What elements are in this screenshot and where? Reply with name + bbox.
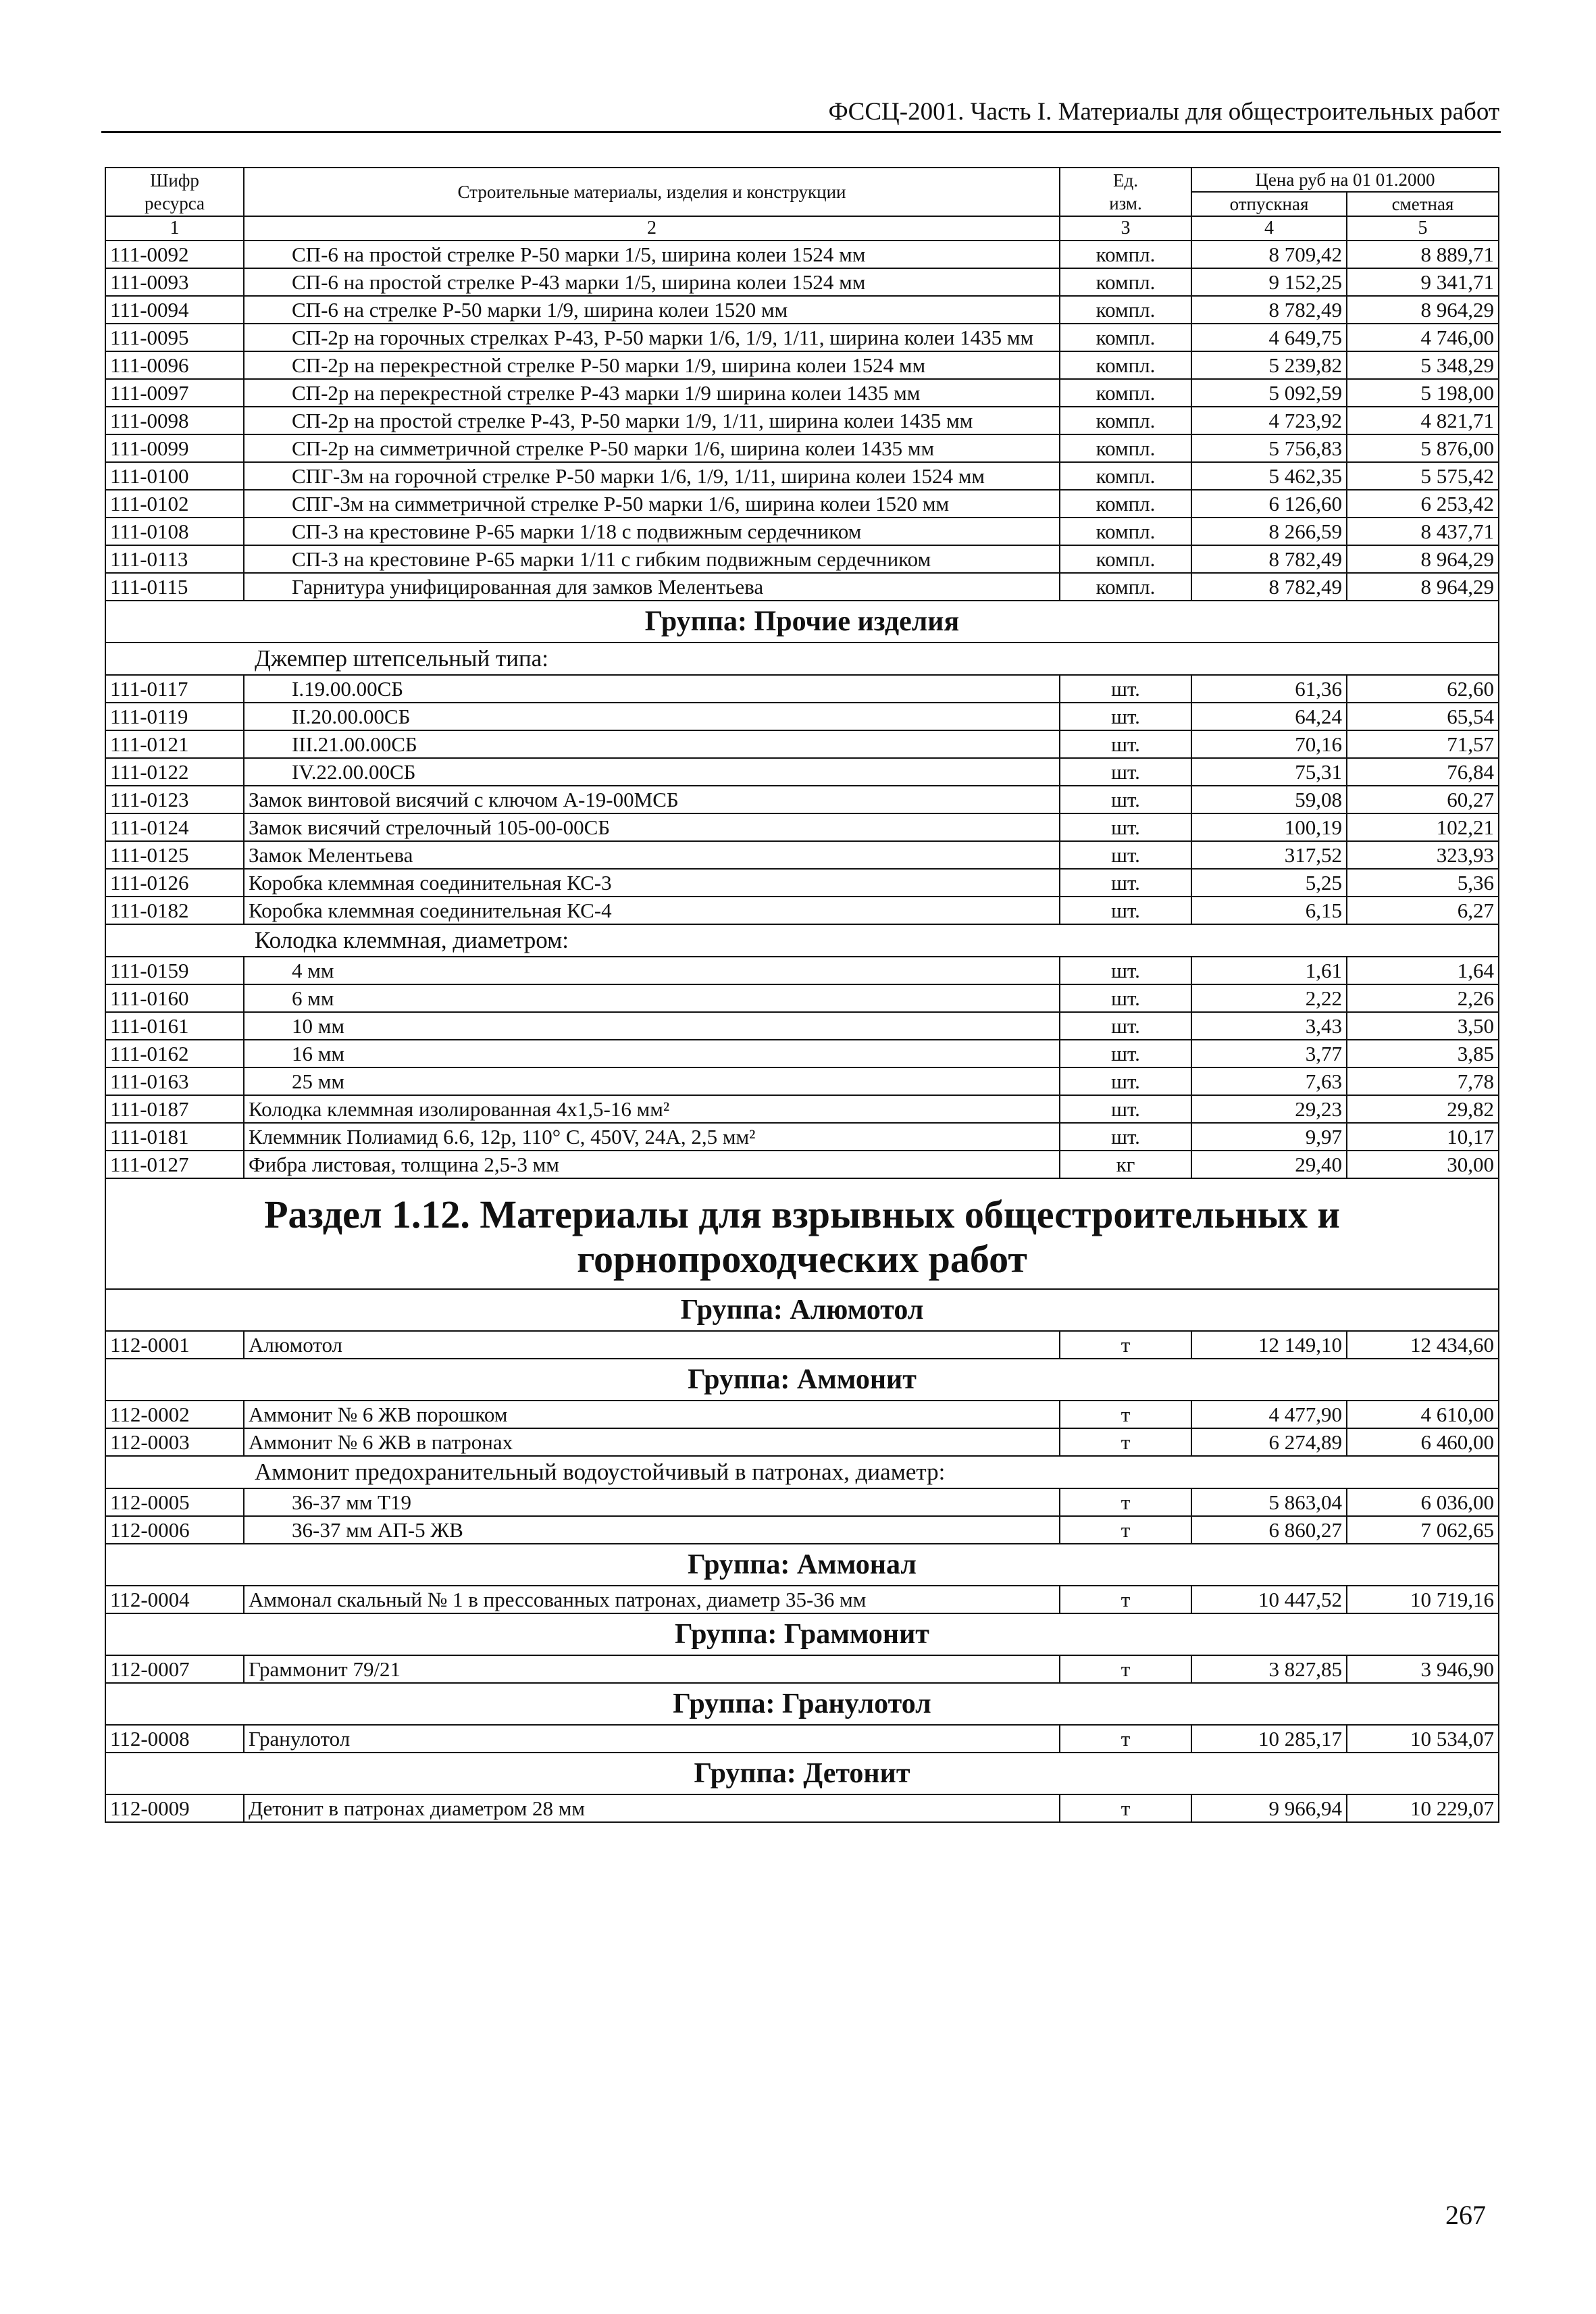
estimate-price: 5 348,29 bbox=[1347, 351, 1499, 379]
material-name: 25 мм bbox=[244, 1067, 1060, 1095]
resource-code: 111-0092 bbox=[105, 241, 244, 268]
estimate-price: 29,82 bbox=[1347, 1095, 1499, 1123]
release-price: 4 723,92 bbox=[1191, 407, 1347, 434]
material-name: Коробка клеммная соединительная КС-4 bbox=[244, 897, 1060, 924]
unit: шт. bbox=[1060, 730, 1191, 758]
group-title: Группа: Аммонит bbox=[105, 1359, 1499, 1401]
release-price: 8 782,49 bbox=[1191, 296, 1347, 324]
release-price: 75,31 bbox=[1191, 758, 1347, 786]
release-price: 59,08 bbox=[1191, 786, 1347, 813]
resource-code: 112-0004 bbox=[105, 1586, 244, 1613]
estimate-price: 5 198,00 bbox=[1347, 379, 1499, 407]
resource-code: 112-0001 bbox=[105, 1331, 244, 1359]
release-price: 5 092,59 bbox=[1191, 379, 1347, 407]
material-name: Коробка клеммная соединительная КС-3 bbox=[244, 869, 1060, 897]
table-row bbox=[105, 1012, 1499, 1040]
resource-code: 111-0097 bbox=[105, 379, 244, 407]
material-name: III.21.00.00СБ bbox=[244, 730, 1060, 758]
group-title-row bbox=[105, 1544, 1499, 1586]
material-name: Аммонит № 6 ЖВ порошком bbox=[244, 1401, 1060, 1428]
table-row bbox=[105, 1331, 1499, 1359]
material-name: СП-3 на крестовине Р-65 марки 1/18 с подвижным сердечником bbox=[244, 518, 1060, 545]
unit: шт. bbox=[1060, 675, 1191, 703]
material-name: II.20.00.00СБ bbox=[244, 703, 1060, 730]
unit: шт. bbox=[1060, 957, 1191, 984]
estimate-price: 62,60 bbox=[1347, 675, 1499, 703]
release-price: 3,77 bbox=[1191, 1040, 1347, 1067]
material-name: Гарнитура унифицированная для замков Мелентьева bbox=[244, 573, 1060, 601]
group-title-row bbox=[105, 601, 1499, 643]
material-name: СП-2р на перекрестной стрелке Р-43 марки 1/9 ширина колеи 1435 мм bbox=[244, 379, 1060, 407]
column-number: 1 bbox=[105, 216, 244, 241]
release-price: 12 149,10 bbox=[1191, 1331, 1347, 1359]
resource-code: 111-0108 bbox=[105, 518, 244, 545]
resource-code: 111-0163 bbox=[105, 1067, 244, 1095]
material-name: Фибра листовая, толщина 2,5-3 мм bbox=[244, 1151, 1060, 1178]
unit: т bbox=[1060, 1331, 1191, 1359]
unit: шт. bbox=[1060, 758, 1191, 786]
group-title-row bbox=[105, 1683, 1499, 1725]
subgroup-title: Колодка клеммная, диаметром: bbox=[105, 924, 1499, 957]
column-number: 4 bbox=[1191, 216, 1347, 241]
resource-code: 111-0121 bbox=[105, 730, 244, 758]
running-header: ФССЦ-2001. Часть I. Материалы для общестроительных работ bbox=[828, 98, 1499, 126]
table-row bbox=[105, 1067, 1499, 1095]
resource-code: 111-0161 bbox=[105, 1012, 244, 1040]
material-name: СП-2р на перекрестной стрелке Р-50 марки 1/9, ширина колеи 1524 мм bbox=[244, 351, 1060, 379]
table-row bbox=[105, 518, 1499, 545]
table-row bbox=[105, 351, 1499, 379]
resource-code: 111-0094 bbox=[105, 296, 244, 324]
material-name: I.19.00.00СБ bbox=[244, 675, 1060, 703]
release-price: 4 649,75 bbox=[1191, 324, 1347, 351]
unit: компл. bbox=[1060, 296, 1191, 324]
table-row bbox=[105, 462, 1499, 490]
table-row bbox=[105, 407, 1499, 434]
group-title: Группа: Граммонит bbox=[105, 1613, 1499, 1655]
table-row bbox=[105, 296, 1499, 324]
table-row bbox=[105, 730, 1499, 758]
material-name: IV.22.00.00СБ bbox=[244, 758, 1060, 786]
release-price: 29,40 bbox=[1191, 1151, 1347, 1178]
estimate-price: 5 575,42 bbox=[1347, 462, 1499, 490]
unit: компл. bbox=[1060, 379, 1191, 407]
release-price: 100,19 bbox=[1191, 813, 1347, 841]
unit: т bbox=[1060, 1794, 1191, 1822]
resource-code: 112-0009 bbox=[105, 1794, 244, 1822]
release-price: 6 860,27 bbox=[1191, 1516, 1347, 1544]
unit: компл. bbox=[1060, 518, 1191, 545]
header-rule bbox=[101, 131, 1501, 133]
unit: компл. bbox=[1060, 241, 1191, 268]
estimate-price: 12 434,60 bbox=[1347, 1331, 1499, 1359]
estimate-price: 8 889,71 bbox=[1347, 241, 1499, 268]
group-title-row bbox=[105, 1289, 1499, 1331]
table-row bbox=[105, 1586, 1499, 1613]
unit: компл. bbox=[1060, 545, 1191, 573]
unit: шт. bbox=[1060, 1123, 1191, 1151]
release-price: 3 827,85 bbox=[1191, 1655, 1347, 1683]
column-number: 3 bbox=[1060, 216, 1191, 241]
material-name: 6 мм bbox=[244, 984, 1060, 1012]
group-title-row bbox=[105, 1359, 1499, 1401]
subgroup-title-row bbox=[105, 643, 1499, 675]
estimate-price: 10 229,07 bbox=[1347, 1794, 1499, 1822]
resource-code: 111-0099 bbox=[105, 434, 244, 462]
estimate-price: 10 534,07 bbox=[1347, 1725, 1499, 1753]
resource-code: 112-0006 bbox=[105, 1516, 244, 1544]
release-price: 7,63 bbox=[1191, 1067, 1347, 1095]
release-price: 317,52 bbox=[1191, 841, 1347, 869]
resource-code: 112-0008 bbox=[105, 1725, 244, 1753]
table-row bbox=[105, 573, 1499, 601]
price-table bbox=[105, 167, 1499, 1823]
table-row bbox=[105, 1794, 1499, 1822]
estimate-price: 3,50 bbox=[1347, 1012, 1499, 1040]
unit: компл. bbox=[1060, 351, 1191, 379]
table-row bbox=[105, 1095, 1499, 1123]
subgroup-title: Аммонит предохранительный водоустойчивый в патронах, диаметр: bbox=[105, 1456, 1499, 1488]
estimate-price: 5 876,00 bbox=[1347, 434, 1499, 462]
unit: шт. bbox=[1060, 1067, 1191, 1095]
release-price: 5 756,83 bbox=[1191, 434, 1347, 462]
estimate-price: 3 946,90 bbox=[1347, 1655, 1499, 1683]
resource-code: 111-0182 bbox=[105, 897, 244, 924]
table-row bbox=[105, 813, 1499, 841]
estimate-price: 76,84 bbox=[1347, 758, 1499, 786]
unit: компл. bbox=[1060, 407, 1191, 434]
unit: шт. bbox=[1060, 786, 1191, 813]
section-title: Раздел 1.12. Материалы для взрывных общестроительных и горнопроходческих работ bbox=[105, 1178, 1499, 1289]
table-row bbox=[105, 1725, 1499, 1753]
column-number-row bbox=[105, 216, 1499, 241]
unit: компл. bbox=[1060, 490, 1191, 518]
column-number: 2 bbox=[244, 216, 1060, 241]
estimate-price: 4 746,00 bbox=[1347, 324, 1499, 351]
material-name: СП-3 на крестовине Р-65 марки 1/11 с гибким подвижным сердечником bbox=[244, 545, 1060, 573]
material-name: СП-6 на простой стрелке Р-50 марки 1/5, ширина колеи 1524 мм bbox=[244, 241, 1060, 268]
release-price: 8 709,42 bbox=[1191, 241, 1347, 268]
resource-code: 111-0119 bbox=[105, 703, 244, 730]
estimate-price: 8 964,29 bbox=[1347, 573, 1499, 601]
release-price: 5 462,35 bbox=[1191, 462, 1347, 490]
estimate-price: 6 460,00 bbox=[1347, 1428, 1499, 1456]
unit: компл. bbox=[1060, 268, 1191, 296]
estimate-price: 10,17 bbox=[1347, 1123, 1499, 1151]
release-price: 10 285,17 bbox=[1191, 1725, 1347, 1753]
material-name: 36-37 мм Т19 bbox=[244, 1488, 1060, 1516]
material-name: СП-2р на симметричной стрелке Р-50 марки 1/6, ширина колеи 1435 мм bbox=[244, 434, 1060, 462]
release-price: 61,36 bbox=[1191, 675, 1347, 703]
group-title-row bbox=[105, 1753, 1499, 1794]
header-code: Шифр ресурса bbox=[105, 168, 244, 216]
release-price: 29,23 bbox=[1191, 1095, 1347, 1123]
estimate-price: 6 036,00 bbox=[1347, 1488, 1499, 1516]
resource-code: 111-0113 bbox=[105, 545, 244, 573]
resource-code: 111-0127 bbox=[105, 1151, 244, 1178]
header-unit: Ед. изм. bbox=[1060, 168, 1191, 216]
estimate-price: 60,27 bbox=[1347, 786, 1499, 813]
table-row bbox=[105, 1488, 1499, 1516]
header-estimate: сметная bbox=[1347, 192, 1499, 216]
material-name: СПГ-3м на горочной стрелке Р-50 марки 1/6, 1/9, 1/11, ширина колеи 1524 мм bbox=[244, 462, 1060, 490]
estimate-price: 71,57 bbox=[1347, 730, 1499, 758]
table-row bbox=[105, 1516, 1499, 1544]
table-row bbox=[105, 241, 1499, 268]
material-name: Аммонит № 6 ЖВ в патронах bbox=[244, 1428, 1060, 1456]
material-name: СП-2р на простой стрелке Р-43, Р-50 марки 1/9, 1/11, ширина колеи 1435 мм bbox=[244, 407, 1060, 434]
estimate-price: 1,64 bbox=[1347, 957, 1499, 984]
estimate-price: 323,93 bbox=[1347, 841, 1499, 869]
release-price: 8 782,49 bbox=[1191, 545, 1347, 573]
unit: компл. bbox=[1060, 324, 1191, 351]
table-row bbox=[105, 1040, 1499, 1067]
release-price: 9,97 bbox=[1191, 1123, 1347, 1151]
group-title: Группа: Прочие изделия bbox=[105, 601, 1499, 643]
estimate-price: 65,54 bbox=[1347, 703, 1499, 730]
release-price: 1,61 bbox=[1191, 957, 1347, 984]
estimate-price: 7 062,65 bbox=[1347, 1516, 1499, 1544]
unit: шт. bbox=[1060, 897, 1191, 924]
release-price: 6 126,60 bbox=[1191, 490, 1347, 518]
resource-code: 111-0123 bbox=[105, 786, 244, 813]
material-name: 16 мм bbox=[244, 1040, 1060, 1067]
resource-code: 111-0115 bbox=[105, 573, 244, 601]
estimate-price: 7,78 bbox=[1347, 1067, 1499, 1095]
estimate-price: 3,85 bbox=[1347, 1040, 1499, 1067]
table-row bbox=[105, 490, 1499, 518]
table-row bbox=[105, 324, 1499, 351]
release-price: 9 966,94 bbox=[1191, 1794, 1347, 1822]
material-name: 10 мм bbox=[244, 1012, 1060, 1040]
column-number: 5 bbox=[1347, 216, 1499, 241]
header-price: Цена руб на 01 01.2000 bbox=[1191, 168, 1499, 192]
release-price: 10 447,52 bbox=[1191, 1586, 1347, 1613]
release-price: 8 782,49 bbox=[1191, 573, 1347, 601]
release-price: 6,15 bbox=[1191, 897, 1347, 924]
estimate-price: 8 964,29 bbox=[1347, 296, 1499, 324]
resource-code: 111-0181 bbox=[105, 1123, 244, 1151]
table-row bbox=[105, 545, 1499, 573]
resource-code: 112-0007 bbox=[105, 1655, 244, 1683]
unit: шт. bbox=[1060, 703, 1191, 730]
estimate-price: 8 437,71 bbox=[1347, 518, 1499, 545]
material-name: Замок Мелентьева bbox=[244, 841, 1060, 869]
material-name: Граммонит 79/21 bbox=[244, 1655, 1060, 1683]
table-row bbox=[105, 703, 1499, 730]
material-name: Детонит в патронах диаметром 28 мм bbox=[244, 1794, 1060, 1822]
table-row bbox=[105, 675, 1499, 703]
release-price: 5 863,04 bbox=[1191, 1488, 1347, 1516]
material-name: Замок винтовой висячий с ключом А-19-00МСБ bbox=[244, 786, 1060, 813]
material-name: Замок висячий стрелочный 105-00-00СБ bbox=[244, 813, 1060, 841]
resource-code: 111-0095 bbox=[105, 324, 244, 351]
group-title: Группа: Аммонал bbox=[105, 1544, 1499, 1586]
material-name: СП-6 на простой стрелке Р-43 марки 1/5, ширина колеи 1524 мм bbox=[244, 268, 1060, 296]
material-name: 4 мм bbox=[244, 957, 1060, 984]
table-row bbox=[105, 1151, 1499, 1178]
resource-code: 111-0096 bbox=[105, 351, 244, 379]
resource-code: 111-0098 bbox=[105, 407, 244, 434]
table-row bbox=[105, 379, 1499, 407]
table-row bbox=[105, 869, 1499, 897]
unit: шт. bbox=[1060, 1095, 1191, 1123]
unit: шт. bbox=[1060, 1040, 1191, 1067]
unit: компл. bbox=[1060, 573, 1191, 601]
table-row bbox=[105, 1655, 1499, 1683]
unit: т bbox=[1060, 1401, 1191, 1428]
material-name: СП-6 на стрелке Р-50 марки 1/9, ширина колеи 1520 мм bbox=[244, 296, 1060, 324]
table-row bbox=[105, 984, 1499, 1012]
unit: компл. bbox=[1060, 462, 1191, 490]
group-title: Группа: Алюмотол bbox=[105, 1289, 1499, 1331]
release-price: 5,25 bbox=[1191, 869, 1347, 897]
table-row bbox=[105, 786, 1499, 813]
resource-code: 111-0162 bbox=[105, 1040, 244, 1067]
resource-code: 111-0160 bbox=[105, 984, 244, 1012]
resource-code: 111-0102 bbox=[105, 490, 244, 518]
subgroup-title-row bbox=[105, 924, 1499, 957]
unit: т bbox=[1060, 1428, 1191, 1456]
estimate-price: 10 719,16 bbox=[1347, 1586, 1499, 1613]
subgroup-title: Джемпер штепсельный типа: bbox=[105, 643, 1499, 675]
estimate-price: 6 253,42 bbox=[1347, 490, 1499, 518]
page-number: 267 bbox=[1445, 2200, 1486, 2230]
unit: т bbox=[1060, 1516, 1191, 1544]
material-name: Аммонал скальный № 1 в прессованных патронах, диаметр 35-36 мм bbox=[244, 1586, 1060, 1613]
release-price: 5 239,82 bbox=[1191, 351, 1347, 379]
resource-code: 112-0002 bbox=[105, 1401, 244, 1428]
unit: шт. bbox=[1060, 1012, 1191, 1040]
table-row bbox=[105, 1123, 1499, 1151]
group-title: Группа: Гранулотол bbox=[105, 1683, 1499, 1725]
unit: шт. bbox=[1060, 984, 1191, 1012]
release-price: 9 152,25 bbox=[1191, 268, 1347, 296]
material-name: Клеммник Полиамид 6.6, 12р, 110° С, 450V, 24А, 2,5 мм² bbox=[244, 1123, 1060, 1151]
unit: т bbox=[1060, 1655, 1191, 1683]
estimate-price: 9 341,71 bbox=[1347, 268, 1499, 296]
table-row bbox=[105, 897, 1499, 924]
header-release: отпускная bbox=[1191, 192, 1347, 216]
release-price: 2,22 bbox=[1191, 984, 1347, 1012]
release-price: 8 266,59 bbox=[1191, 518, 1347, 545]
release-price: 64,24 bbox=[1191, 703, 1347, 730]
material-name: 36-37 мм АП-5 ЖВ bbox=[244, 1516, 1060, 1544]
material-name: Алюмотол bbox=[244, 1331, 1060, 1359]
resource-code: 112-0005 bbox=[105, 1488, 244, 1516]
unit: шт. bbox=[1060, 869, 1191, 897]
section-title-row bbox=[105, 1178, 1499, 1289]
table-row bbox=[105, 957, 1499, 984]
estimate-price: 30,00 bbox=[1347, 1151, 1499, 1178]
table-row bbox=[105, 841, 1499, 869]
resource-code: 111-0093 bbox=[105, 268, 244, 296]
resource-code: 111-0159 bbox=[105, 957, 244, 984]
estimate-price: 6,27 bbox=[1347, 897, 1499, 924]
resource-code: 111-0187 bbox=[105, 1095, 244, 1123]
unit: т bbox=[1060, 1488, 1191, 1516]
subgroup-title-row bbox=[105, 1456, 1499, 1488]
estimate-price: 4 821,71 bbox=[1347, 407, 1499, 434]
material-name: СП-2р на горочных стрелках Р-43, Р-50 марки 1/6, 1/9, 1/11, ширина колеи 1435 мм bbox=[244, 324, 1060, 351]
resource-code: 111-0124 bbox=[105, 813, 244, 841]
resource-code: 111-0117 bbox=[105, 675, 244, 703]
table-row bbox=[105, 1428, 1499, 1456]
table-row bbox=[105, 268, 1499, 296]
estimate-price: 8 964,29 bbox=[1347, 545, 1499, 573]
release-price: 6 274,89 bbox=[1191, 1428, 1347, 1456]
table-row bbox=[105, 434, 1499, 462]
header-name: Строительные материалы, изделия и конструкции bbox=[244, 168, 1060, 216]
material-name: Гранулотол bbox=[244, 1725, 1060, 1753]
unit: шт. bbox=[1060, 813, 1191, 841]
estimate-price: 2,26 bbox=[1347, 984, 1499, 1012]
material-name: СПГ-3м на симметричной стрелке Р-50 марки 1/6, ширина колеи 1520 мм bbox=[244, 490, 1060, 518]
estimate-price: 5,36 bbox=[1347, 869, 1499, 897]
table-row bbox=[105, 1401, 1499, 1428]
estimate-price: 4 610,00 bbox=[1347, 1401, 1499, 1428]
release-price: 70,16 bbox=[1191, 730, 1347, 758]
resource-code: 111-0122 bbox=[105, 758, 244, 786]
group-title-row bbox=[105, 1613, 1499, 1655]
resource-code: 112-0003 bbox=[105, 1428, 244, 1456]
unit: компл. bbox=[1060, 434, 1191, 462]
material-name: Колодка клеммная изолированная 4х1,5-16 мм² bbox=[244, 1095, 1060, 1123]
release-price: 3,43 bbox=[1191, 1012, 1347, 1040]
release-price: 4 477,90 bbox=[1191, 1401, 1347, 1428]
resource-code: 111-0126 bbox=[105, 869, 244, 897]
unit: т bbox=[1060, 1586, 1191, 1613]
unit: т bbox=[1060, 1725, 1191, 1753]
table-row bbox=[105, 758, 1499, 786]
resource-code: 111-0125 bbox=[105, 841, 244, 869]
estimate-price: 102,21 bbox=[1347, 813, 1499, 841]
group-title: Группа: Детонит bbox=[105, 1753, 1499, 1794]
unit: шт. bbox=[1060, 841, 1191, 869]
resource-code: 111-0100 bbox=[105, 462, 244, 490]
unit: кг bbox=[1060, 1151, 1191, 1178]
